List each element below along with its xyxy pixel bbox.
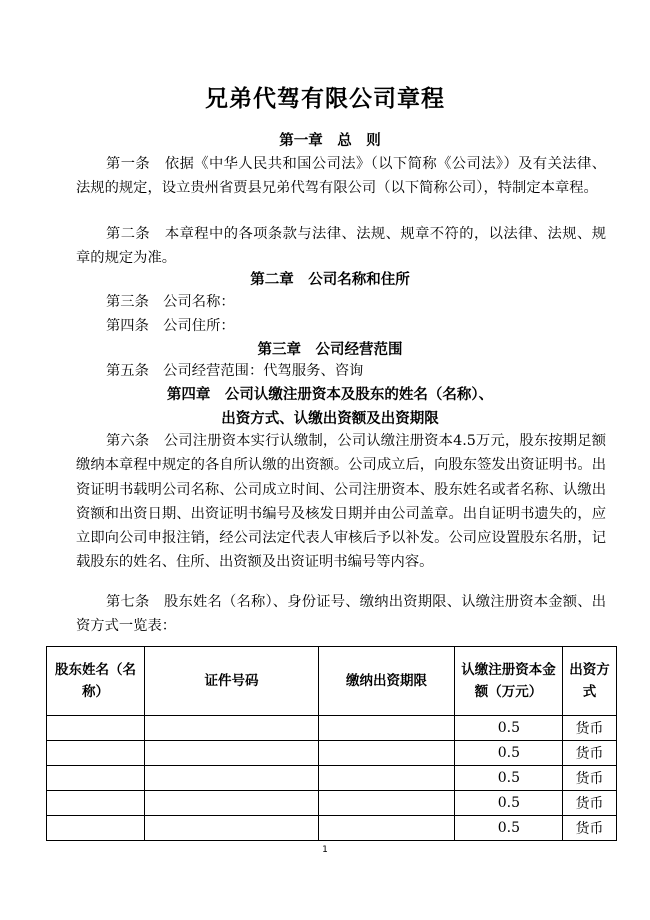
cell-method: 货币 [563,766,617,791]
document-title: 兄弟代驾有限公司章程 [205,86,445,112]
table-row [47,816,617,841]
header-payment-deadline: 缴纳出资期限 [319,647,455,716]
cell-name [47,816,145,841]
article-1: 第一条 依据《中华人民共和国公司法》（以下简称《公司法》）及有关法律、法规的规定，设立贵州省贾县兄弟代驾有限公司（以下简称公司），特制定本章程。 [76,156,606,197]
cell-method: 货币 [563,791,617,816]
shareholder-table [46,646,617,841]
cell-amount: 0.5 [455,791,563,816]
cell-method: 货币 [563,741,617,766]
cell-deadline [319,791,455,816]
chapter-1-heading: 第一章 总 则 [279,133,381,149]
table-header-row [47,647,617,716]
chapter-4-heading-line-2: 出资方式、认缴出资额及出资期限 [221,411,439,427]
table-row [47,741,617,766]
cell-deadline [319,766,455,791]
cell-method: 货币 [563,716,617,741]
chapter-3-heading: 第三章 公司经营范围 [257,342,403,358]
chapter-2-heading: 第二章 公司名称和住所 [250,272,410,288]
page-number: 1 [322,845,328,855]
cell-name [47,741,145,766]
cell-id-number [145,716,319,741]
cell-method: 货币 [563,816,617,841]
header-id-number: 证件号码 [145,647,319,716]
article-6: 第六条 公司注册资本实行认缴制，公司认缴注册资本4.5万元，股东按期足额缴纳本章程中规定的各自所认缴的出资额。公司成立后，向股东签发出资证明书。出资证明书载明公司名称、公司成立时间、公司注册资本、股东姓名或者名称、认缴出资额和出资日期、出资证明书编号及核发日期并由公司盖章。出自证明书遗失的，应立即向公司申报注销，经公司法定代表人审核后予以补发。公司应设置股东名册，记载股东的姓名、住所、出资额及出资证明书编号等内容。 [76,433,606,571]
cell-amount: 0.5 [455,716,563,741]
cell-id-number [145,816,319,841]
cell-deadline [319,741,455,766]
cell-name [47,791,145,816]
article-7: 第七条 股东姓名（名称）、身份证号、缴纳出资期限、认缴注册资本金额、出资方式一览表： [76,594,606,635]
table-row [47,791,617,816]
article-4: 第四条 公司住所： [106,318,235,334]
cell-name [47,716,145,741]
article-5: 第五条 公司经营范围：代驾服务、咨询 [106,363,364,379]
table-row [47,766,617,791]
cell-id-number [145,791,319,816]
article-2: 第二条 本章程中的各项条款与法律、法规、规章不符的，以法律、法规、规章的规定为准。 [76,226,606,267]
cell-deadline [319,716,455,741]
cell-amount: 0.5 [455,741,563,766]
cell-id-number [145,741,319,766]
table-row [47,716,617,741]
header-shareholder-name: 股东姓名（名称） [47,647,145,716]
header-subscribed-amount: 认缴注册资本金额（万元） [455,647,563,716]
cell-deadline [319,816,455,841]
cell-amount: 0.5 [455,766,563,791]
article-3: 第三条 公司名称： [106,294,235,310]
header-contribution-method: 出资方式 [563,647,617,716]
cell-amount: 0.5 [455,816,563,841]
chapter-4-heading-line-1: 第四章 公司认缴注册资本及股东的姓名（名称）、 [166,387,494,403]
cell-name [47,766,145,791]
cell-id-number [145,766,319,791]
